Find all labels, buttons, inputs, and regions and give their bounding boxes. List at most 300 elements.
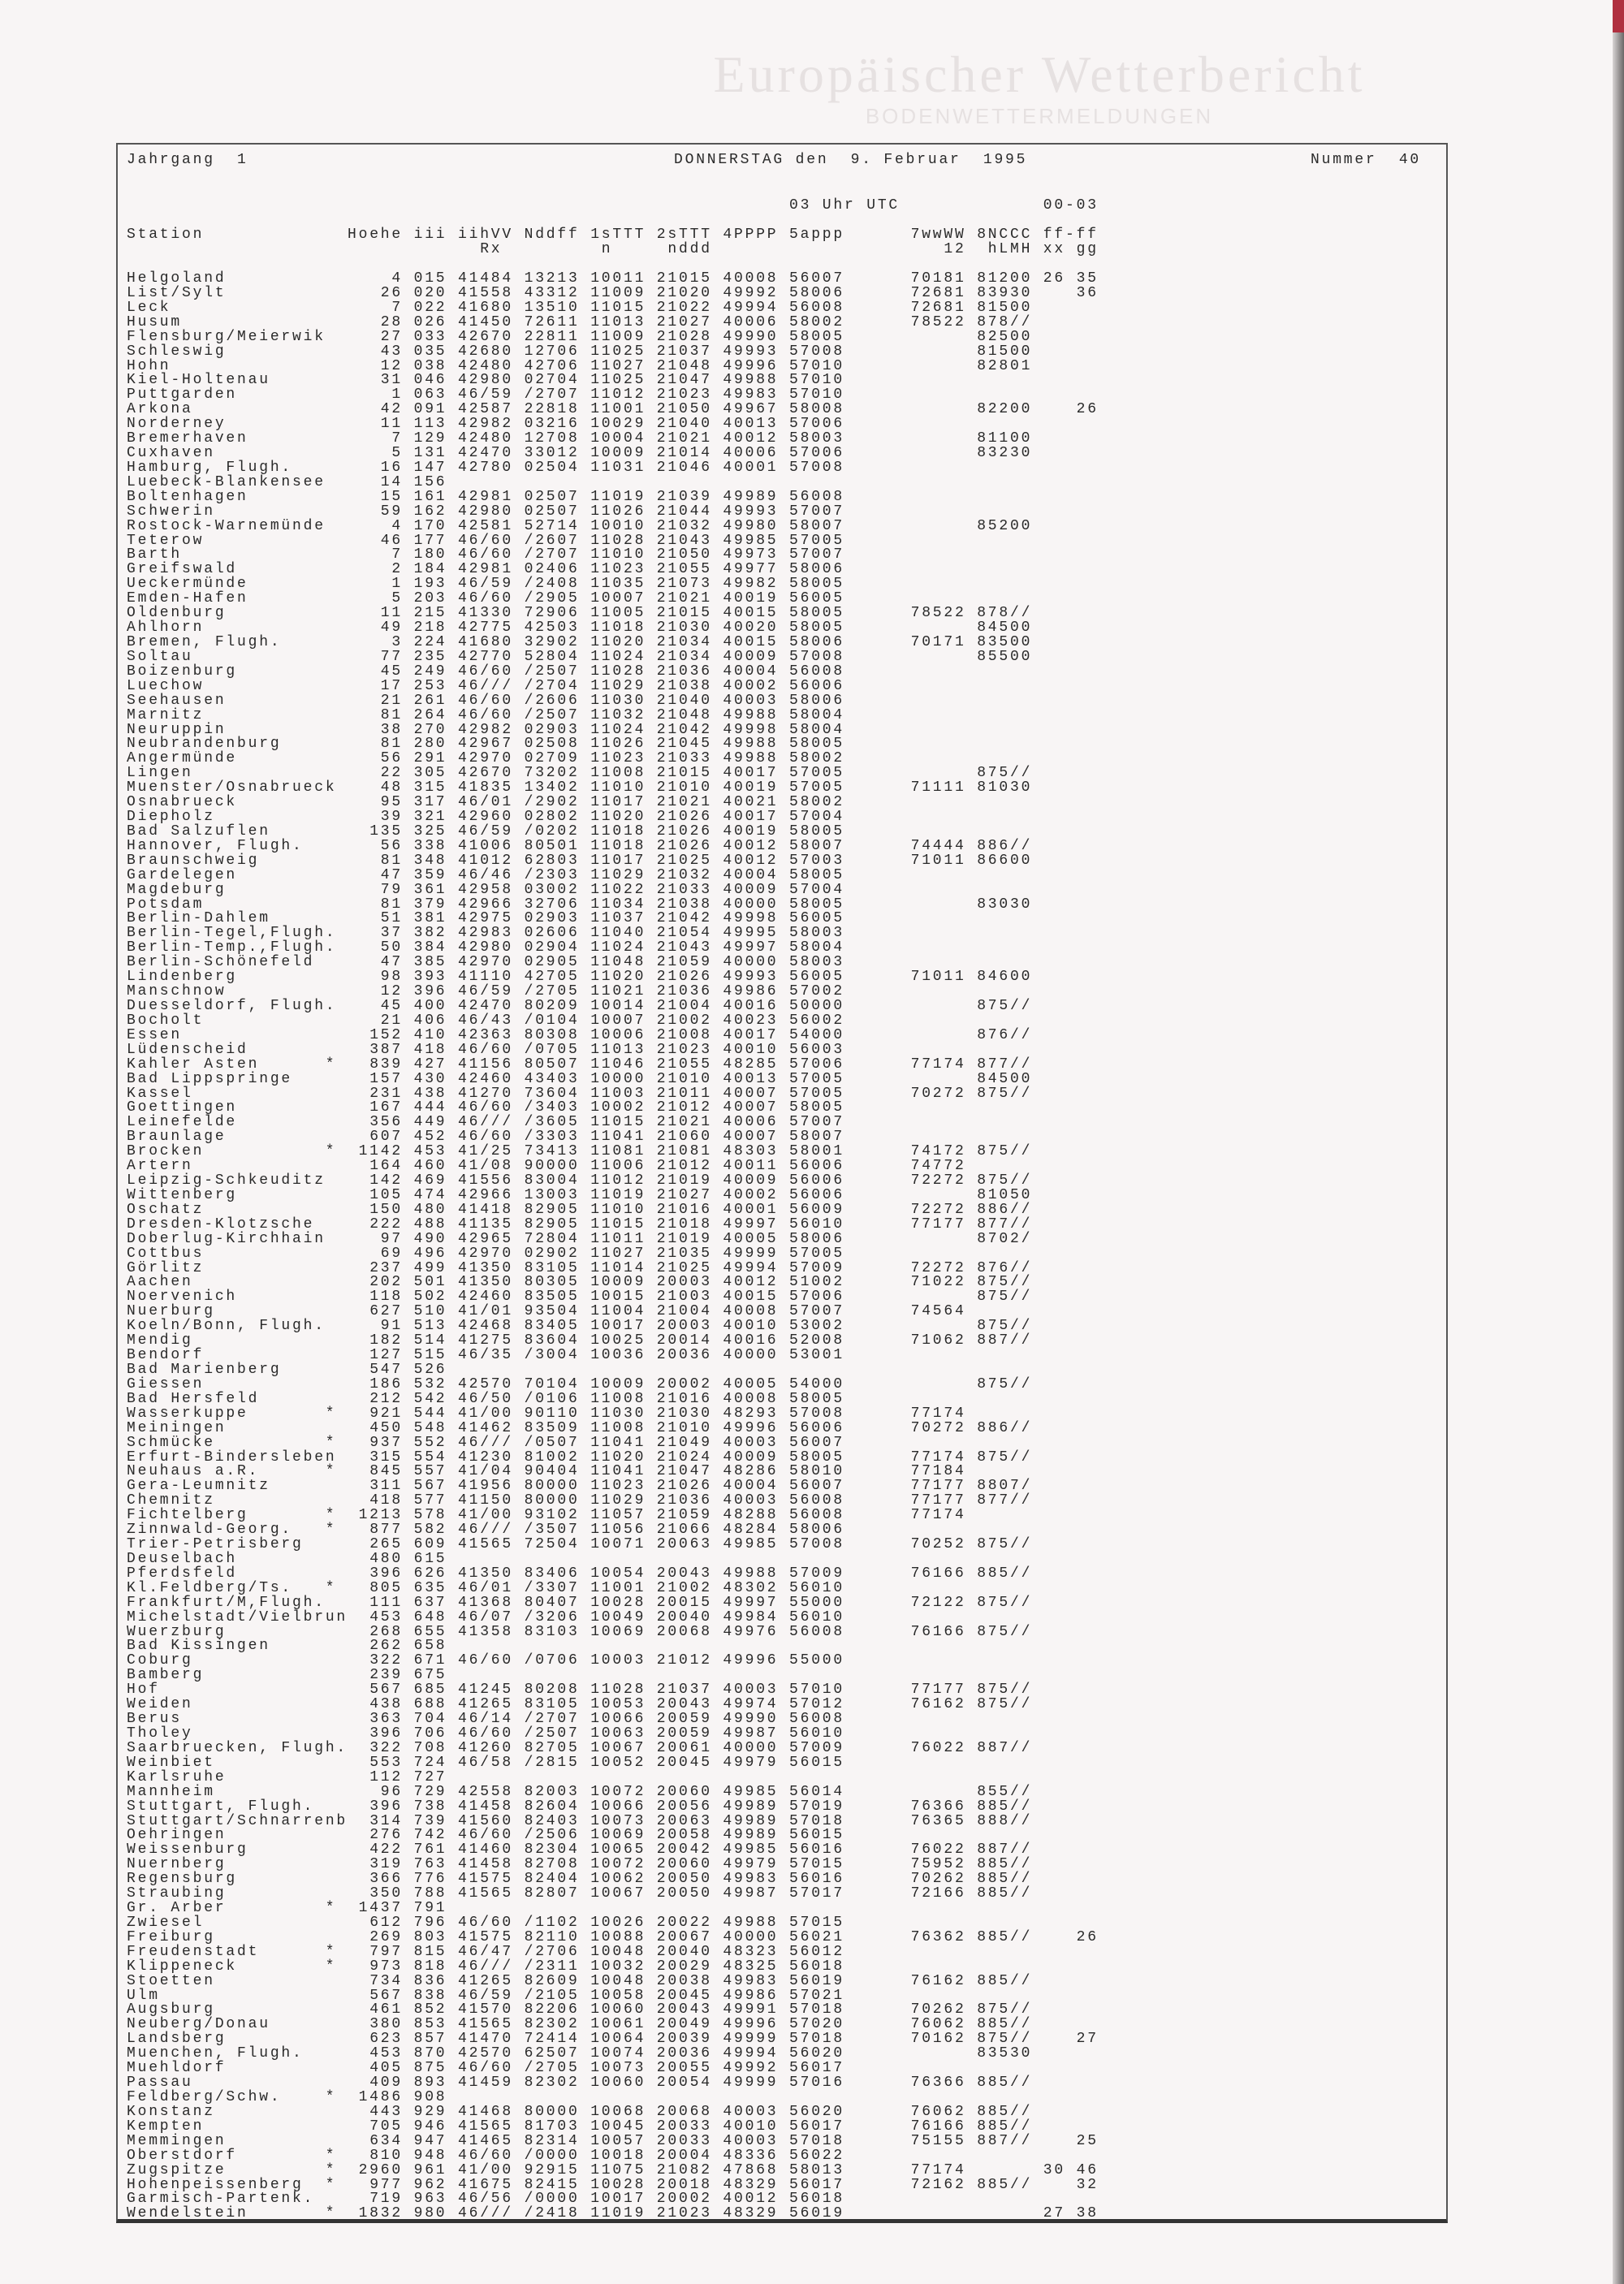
group-4pppp: 49985 <box>723 1841 779 1859</box>
group-2sttt: 20067 <box>656 1928 712 1945</box>
wind-gust-gg: 26 <box>1076 1928 1099 1945</box>
group-2sttt: 21026 <box>656 822 712 840</box>
period-label: 00-03 <box>1043 197 1099 214</box>
station-height: 31 <box>380 372 403 389</box>
group-2sttt: 21033 <box>656 750 712 767</box>
group-4pppp: 49994 <box>723 1259 779 1276</box>
group-8nccc: 84500 <box>977 620 1033 637</box>
group-1sttt: 11010 <box>590 546 646 563</box>
group-4pppp: 40017 <box>723 809 779 826</box>
group-2sttt: 20039 <box>656 2031 712 2048</box>
station-height: 212 <box>369 1390 403 1407</box>
group-5appp: 58002 <box>789 313 845 330</box>
station-name: Leipzig-Schkeuditz <box>127 1172 326 1189</box>
group-1sttt: 10018 <box>590 2147 646 2164</box>
station-index: 738 <box>413 1798 447 1815</box>
group-iihvv: 41135 <box>458 1215 514 1233</box>
group-nddff: 02709 <box>524 750 580 767</box>
station-index: 962 <box>413 2176 447 2193</box>
station-height: 47 <box>380 954 403 971</box>
group-1sttt: 10036 <box>590 1347 646 1364</box>
group-iihvv: 46/59 <box>458 822 514 840</box>
group-1sttt: 11010 <box>590 1201 646 1218</box>
group-2sttt: 21043 <box>656 532 712 549</box>
group-5appp: 58005 <box>789 1390 845 1407</box>
group-2sttt: 21060 <box>656 1129 712 1146</box>
group-2sttt: 20045 <box>656 1754 712 1771</box>
group-2sttt: 21010 <box>656 779 712 797</box>
station-height: 805 <box>369 1579 403 1596</box>
station-index: 875 <box>413 2060 447 2077</box>
group-nddff: /0000 <box>524 2191 580 2208</box>
group-iihvv: 46/60 <box>458 1914 514 1931</box>
station-index: 980 <box>413 2205 447 2222</box>
group-iihvv: 41350 <box>458 1565 514 1582</box>
group-5appp: 57008 <box>789 648 845 665</box>
station-index: 203 <box>413 590 447 607</box>
group-2sttt: 21039 <box>656 488 712 505</box>
group-2sttt: 21047 <box>656 1463 712 1480</box>
group-4pppp: 49988 <box>723 706 779 723</box>
wind-gust-gg: 35 <box>1076 270 1099 287</box>
station-index: 501 <box>413 1274 447 1291</box>
group-5appp: 57006 <box>789 1289 845 1306</box>
station-name: Schleswig <box>127 343 227 360</box>
group-2sttt: 20054 <box>656 2075 712 2092</box>
station-height: 1142 <box>358 1143 403 1160</box>
station-name: Regensburg <box>127 1871 238 1888</box>
station-height: 4 <box>391 517 403 534</box>
group-2sttt: 21026 <box>656 809 712 826</box>
station-index: 796 <box>413 1914 447 1931</box>
group-2sttt: 21055 <box>656 561 712 578</box>
group-1sttt: 11027 <box>590 1245 646 1262</box>
station-index: 818 <box>413 1958 447 1975</box>
station-index: 648 <box>413 1608 447 1626</box>
group-nddff: 80501 <box>524 837 580 854</box>
station-index: 496 <box>413 1245 447 1262</box>
group-2sttt: 21040 <box>656 692 712 709</box>
group-5appp: 56016 <box>789 1871 845 1888</box>
station-name: Emden-Hafen <box>127 590 248 607</box>
group-nddff: 32902 <box>524 634 580 650</box>
station-name: Hannover, Flugh. <box>127 837 304 854</box>
group-4pppp: 49995 <box>723 925 779 942</box>
group-nddff: 73202 <box>524 765 580 782</box>
group-8nccc: 886// <box>977 1201 1033 1218</box>
group-5appp: 56020 <box>789 2045 845 2062</box>
station-index: 480 <box>413 1201 447 1218</box>
group-1sttt: 11008 <box>590 765 646 782</box>
group-nddff: 72414 <box>524 2031 580 2048</box>
group-4pppp: 40020 <box>723 620 779 637</box>
station-index: 325 <box>413 822 447 840</box>
group-iihvv: 41150 <box>458 1492 514 1509</box>
group-8nccc: 876// <box>977 1259 1033 1276</box>
group-5appp: 57017 <box>789 1885 845 1902</box>
group-iihvv: 41358 <box>458 1623 514 1640</box>
station-index: 615 <box>413 1550 447 1567</box>
station-name: Weiden <box>127 1696 193 1713</box>
station-height: 612 <box>369 1914 403 1931</box>
group-7wwww: 72166 <box>910 1885 966 1902</box>
station-name: Seehausen <box>127 692 227 709</box>
station-height: 409 <box>369 2075 403 2092</box>
group-4pppp: 40000 <box>723 896 779 913</box>
group-5appp: 58005 <box>789 1099 845 1116</box>
group-8nccc: 885// <box>977 1928 1033 1945</box>
station-height: 37 <box>380 925 403 942</box>
group-7wwww: 70171 <box>910 634 966 650</box>
group-2sttt: 21038 <box>656 896 712 913</box>
group-1sttt: 11024 <box>590 648 646 665</box>
station-name: Boltenhagen <box>127 488 248 505</box>
group-5appp: 58006 <box>789 1230 845 1247</box>
group-4pppp: 48336 <box>723 2147 779 2164</box>
group-5appp: 57018 <box>789 2031 845 2048</box>
group-4pppp: 49999 <box>723 2031 779 2048</box>
group-1sttt: 11018 <box>590 620 646 637</box>
group-4pppp: 40009 <box>723 1172 779 1189</box>
group-1sttt: 10073 <box>590 1812 646 1829</box>
station-index: 438 <box>413 1085 447 1102</box>
group-5appp: 56008 <box>789 1711 845 1728</box>
station-name: Berlin-Dahlem <box>127 910 270 927</box>
group-7wwww: 71111 <box>910 779 966 797</box>
station-name: Braunschweig <box>127 852 260 869</box>
group-nddff: 82807 <box>524 1885 580 1902</box>
group-5appp: 57005 <box>789 1245 845 1262</box>
group-iihvv: 41/25 <box>458 1143 514 1160</box>
station-index: 947 <box>413 2132 447 2149</box>
station-index: 582 <box>413 1522 447 1539</box>
group-8nccc: 875// <box>977 1172 1033 1189</box>
station-name: Berlin-Tegel,Flugh. <box>127 925 337 942</box>
group-nddff: /2507 <box>524 706 580 723</box>
station-index: 444 <box>413 1099 447 1116</box>
group-iihvv: 41484 <box>458 270 514 287</box>
group-nddff: /2607 <box>524 532 580 549</box>
station-height: 45 <box>380 663 403 680</box>
station-height: 150 <box>369 1201 403 1218</box>
station-index: 427 <box>413 1056 447 1073</box>
group-iihvv: 41675 <box>458 2176 514 2193</box>
station-index: 510 <box>413 1303 447 1320</box>
station-height: 5 <box>391 445 403 462</box>
group-2sttt: 20014 <box>656 1332 712 1349</box>
group-4pppp: 48286 <box>723 1463 779 1480</box>
station-height: 21 <box>380 1012 403 1029</box>
group-5appp: 56006 <box>789 1158 845 1175</box>
group-nddff: 52804 <box>524 648 580 665</box>
station-height: 396 <box>369 1565 403 1582</box>
station-index: 022 <box>413 299 447 316</box>
group-nddff: /3403 <box>524 1099 580 1116</box>
group-8nccc: 875// <box>977 1143 1033 1160</box>
group-1sttt: 10002 <box>590 1099 646 1116</box>
station-name: Osnabrueck <box>127 794 238 811</box>
group-1sttt: 10009 <box>590 445 646 462</box>
group-1sttt: 10028 <box>590 1594 646 1611</box>
station-name: Hamburg, Flugh. <box>127 459 293 476</box>
station-height: 719 <box>369 2191 403 2208</box>
station-index: 671 <box>413 1652 447 1669</box>
group-4pppp: 48329 <box>723 2176 779 2193</box>
group-2sttt: 21032 <box>656 866 712 883</box>
group-7wwww: 71011 <box>910 852 966 869</box>
group-4pppp: 49983 <box>723 1972 779 1989</box>
group-nddff: /2506 <box>524 1827 580 1844</box>
station-name: Lindenberg <box>127 969 238 986</box>
group-2sttt: 20063 <box>656 1536 712 1553</box>
group-nddff: 83505 <box>524 1289 580 1306</box>
group-1sttt: 11008 <box>590 1419 646 1436</box>
group-1sttt: 10009 <box>590 1375 646 1392</box>
group-iihvv: 41265 <box>458 1972 514 1989</box>
station-index: 853 <box>413 2016 447 2033</box>
group-4pppp: 48329 <box>723 2205 779 2222</box>
group-nddff: /2507 <box>524 1725 580 1742</box>
group-7wwww: 70181 <box>910 270 966 287</box>
group-8nccc: 885// <box>977 1856 1033 1873</box>
group-1sttt: 10072 <box>590 1783 646 1800</box>
group-2sttt: 20045 <box>656 1987 712 2004</box>
group-8nccc: 885// <box>977 2103 1033 2120</box>
group-2sttt: 21049 <box>656 1434 712 1451</box>
group-4pppp: 40009 <box>723 881 779 898</box>
group-nddff: /2507 <box>524 663 580 680</box>
group-2sttt: 21018 <box>656 1215 712 1233</box>
group-8nccc: 887// <box>977 1332 1033 1349</box>
station-name: Neuberg/Donau <box>127 2016 270 2033</box>
station-height: 567 <box>369 1987 403 2004</box>
group-4pppp: 40002 <box>723 677 779 694</box>
group-5appp: 58007 <box>789 837 845 854</box>
station-name: Gera-Leumnitz <box>127 1478 270 1495</box>
station-height: 77 <box>380 648 403 665</box>
group-nddff: /2311 <box>524 1958 580 1975</box>
group-1sttt: 10014 <box>590 998 646 1014</box>
group-1sttt: 10058 <box>590 1987 646 2004</box>
station-height: 81 <box>380 706 403 723</box>
group-nddff: /2418 <box>524 2205 580 2222</box>
station-name: Fichtelberg <box>127 1507 248 1524</box>
group-5appp: 58010 <box>789 1463 845 1480</box>
group-7wwww: 77174 <box>910 1507 966 1524</box>
group-nddff: 13510 <box>524 299 580 316</box>
group-5appp: 56021 <box>789 1928 845 1945</box>
group-iihvv: 41459 <box>458 2075 514 2092</box>
station-name: Mendig <box>127 1332 193 1349</box>
station-index: 815 <box>413 1943 447 1960</box>
group-8nccc: 886// <box>977 1419 1033 1436</box>
group-2sttt: 21037 <box>656 1682 712 1699</box>
station-height: 1 <box>391 576 403 593</box>
group-1sttt: 11025 <box>590 343 646 360</box>
group-iihvv: 46/// <box>458 1434 514 1451</box>
group-iihvv: 42363 <box>458 1026 514 1043</box>
group-iihvv: 42980 <box>458 503 514 520</box>
station-height: 627 <box>369 1303 403 1320</box>
station-height: 567 <box>369 1682 403 1699</box>
group-nddff: /2606 <box>524 692 580 709</box>
station-height: 1832 <box>358 2205 403 2222</box>
group-2sttt: 20059 <box>656 1725 712 1742</box>
wind-gust-gg: 25 <box>1076 2132 1099 2149</box>
group-2sttt: 21002 <box>656 1579 712 1596</box>
group-5appp: 58005 <box>789 605 845 622</box>
group-5appp: 51002 <box>789 1274 845 1291</box>
group-2sttt: 21016 <box>656 1201 712 1218</box>
group-1sttt: 11003 <box>590 1085 646 1102</box>
group-iihvv: 46/60 <box>458 1652 514 1669</box>
group-iihvv: 42670 <box>458 328 514 345</box>
station-index: 544 <box>413 1405 447 1422</box>
station-name: Kempten <box>127 2118 205 2135</box>
group-5appp: 58006 <box>789 634 845 650</box>
group-4pppp: 49988 <box>723 1565 779 1582</box>
group-4pppp: 48323 <box>723 1943 779 1960</box>
group-5appp: 56010 <box>789 1725 845 1742</box>
station-name: Frankfurt/M,Flugh. <box>127 1594 326 1611</box>
group-nddff: 83103 <box>524 1623 580 1640</box>
group-iihvv: 46/// <box>458 677 514 694</box>
group-7wwww: 78522 <box>910 313 966 330</box>
station-name: Duesseldorf, Flugh. <box>127 998 337 1014</box>
group-iihvv: 46/56 <box>458 2191 514 2208</box>
station-name: Zugspitze <box>127 2161 227 2178</box>
group-5appp: 57007 <box>789 1114 845 1131</box>
group-nddff: /3605 <box>524 1114 580 1131</box>
wind-gust-gg: 46 <box>1076 2161 1099 2178</box>
group-5appp: 56005 <box>789 590 845 607</box>
group-iihvv: 41/04 <box>458 1463 514 1480</box>
group-2sttt: 21045 <box>656 736 712 753</box>
group-iihvv: 42981 <box>458 488 514 505</box>
group-iihvv: 42980 <box>458 372 514 389</box>
station-height: 387 <box>369 1041 403 1058</box>
station-height: 634 <box>369 2132 403 2149</box>
station-height: 2 <box>391 561 403 578</box>
station-height: 1486 <box>358 2089 403 2105</box>
group-1sttt: 11057 <box>590 1507 646 1524</box>
station-name: Husum <box>127 313 183 330</box>
group-1sttt: 10007 <box>590 590 646 607</box>
group-2sttt: 21002 <box>656 1012 712 1029</box>
group-5appp: 56017 <box>789 2060 845 2077</box>
group-2sttt: 21004 <box>656 1303 712 1320</box>
group-7wwww: 70272 <box>910 1419 966 1436</box>
wind-gust-gg: 32 <box>1076 2176 1099 2193</box>
station-height: 461 <box>369 2001 403 2018</box>
station-name: Bad Salzuflen <box>127 822 270 840</box>
group-2sttt: 21023 <box>656 2205 712 2222</box>
group-1sttt: 10009 <box>590 1274 646 1291</box>
group-8nccc: 83230 <box>977 445 1033 462</box>
group-4pppp: 40007 <box>723 1099 779 1116</box>
group-2sttt: 21042 <box>656 910 712 927</box>
group-nddff: 81703 <box>524 2118 580 2135</box>
group-4pppp: 40019 <box>723 822 779 840</box>
station-height: 48 <box>380 779 403 797</box>
group-iihvv: 41556 <box>458 1172 514 1189</box>
col-8nccc-sub: hLMH <box>987 241 1033 257</box>
col-hoehe: Hoehe <box>348 227 404 243</box>
group-8nccc: 875// <box>977 1682 1033 1699</box>
group-2sttt: 20036 <box>656 1347 712 1364</box>
station-index: 724 <box>413 1754 447 1771</box>
group-2sttt: 21024 <box>656 1449 712 1466</box>
group-iihvv: 41/01 <box>458 1303 514 1320</box>
high-station-marker: * <box>325 1958 337 1975</box>
group-1sttt: 11027 <box>590 357 646 374</box>
group-nddff: /3303 <box>524 1129 580 1146</box>
group-1sttt: 10072 <box>590 1856 646 1873</box>
station-index: 453 <box>413 1143 447 1160</box>
col-iihvv: iihVV <box>458 227 514 243</box>
station-index: 474 <box>413 1186 447 1203</box>
group-5appp: 57005 <box>789 765 845 782</box>
station-height: 311 <box>369 1478 403 1495</box>
station-index: 658 <box>413 1638 447 1655</box>
station-name: Wittenberg <box>127 1186 238 1203</box>
group-4pppp: 49994 <box>723 299 779 316</box>
station-name: Zinnwald-Georg. <box>127 1522 293 1539</box>
group-4pppp: 49989 <box>723 488 779 505</box>
station-height: 2960 <box>358 2161 403 2178</box>
station-index: 418 <box>413 1041 447 1058</box>
station-index: 635 <box>413 1579 447 1596</box>
group-5appp: 56008 <box>789 1507 845 1524</box>
group-7wwww: 76166 <box>910 1565 966 1582</box>
group-nddff: 72804 <box>524 1230 580 1247</box>
group-iihvv: 42460 <box>458 1070 514 1087</box>
group-2sttt: 20055 <box>656 2060 712 2077</box>
group-2sttt: 21012 <box>656 1158 712 1175</box>
group-2sttt: 20043 <box>656 1696 712 1713</box>
group-1sttt: 11009 <box>590 328 646 345</box>
station-height: 350 <box>369 1885 403 1902</box>
station-height: 21 <box>380 692 403 709</box>
station-height: 142 <box>369 1172 403 1189</box>
group-5appp: 57006 <box>789 416 845 433</box>
station-height: 26 <box>380 284 403 301</box>
group-7wwww: 78522 <box>910 605 966 622</box>
station-name: Mannheim <box>127 1783 215 1800</box>
station-index: 739 <box>413 1812 447 1829</box>
group-5appp: 58004 <box>789 706 845 723</box>
station-name: Stuttgart, Flugh. <box>127 1798 315 1815</box>
station-name: Passau <box>127 2075 193 2092</box>
group-4pppp: 49996 <box>723 1652 779 1669</box>
group-4pppp: 49988 <box>723 372 779 389</box>
group-2sttt: 21026 <box>656 969 712 986</box>
group-4pppp: 49988 <box>723 736 779 753</box>
group-iihvv: 46/60 <box>458 2147 514 2164</box>
group-4pppp: 48302 <box>723 1579 779 1596</box>
station-index: 788 <box>413 1885 447 1902</box>
group-4pppp: 40012 <box>723 2191 779 2208</box>
station-height: 56 <box>380 750 403 767</box>
group-7wwww: 76166 <box>910 1623 966 1640</box>
group-iihvv: 42468 <box>458 1318 514 1335</box>
high-station-marker: * <box>325 2205 337 2222</box>
group-4pppp: 49985 <box>723 532 779 549</box>
group-nddff: 03216 <box>524 416 580 433</box>
station-name: Cottbus <box>127 1245 205 1262</box>
group-2sttt: 20033 <box>656 2118 712 2135</box>
station-name: Hof <box>127 1682 160 1699</box>
